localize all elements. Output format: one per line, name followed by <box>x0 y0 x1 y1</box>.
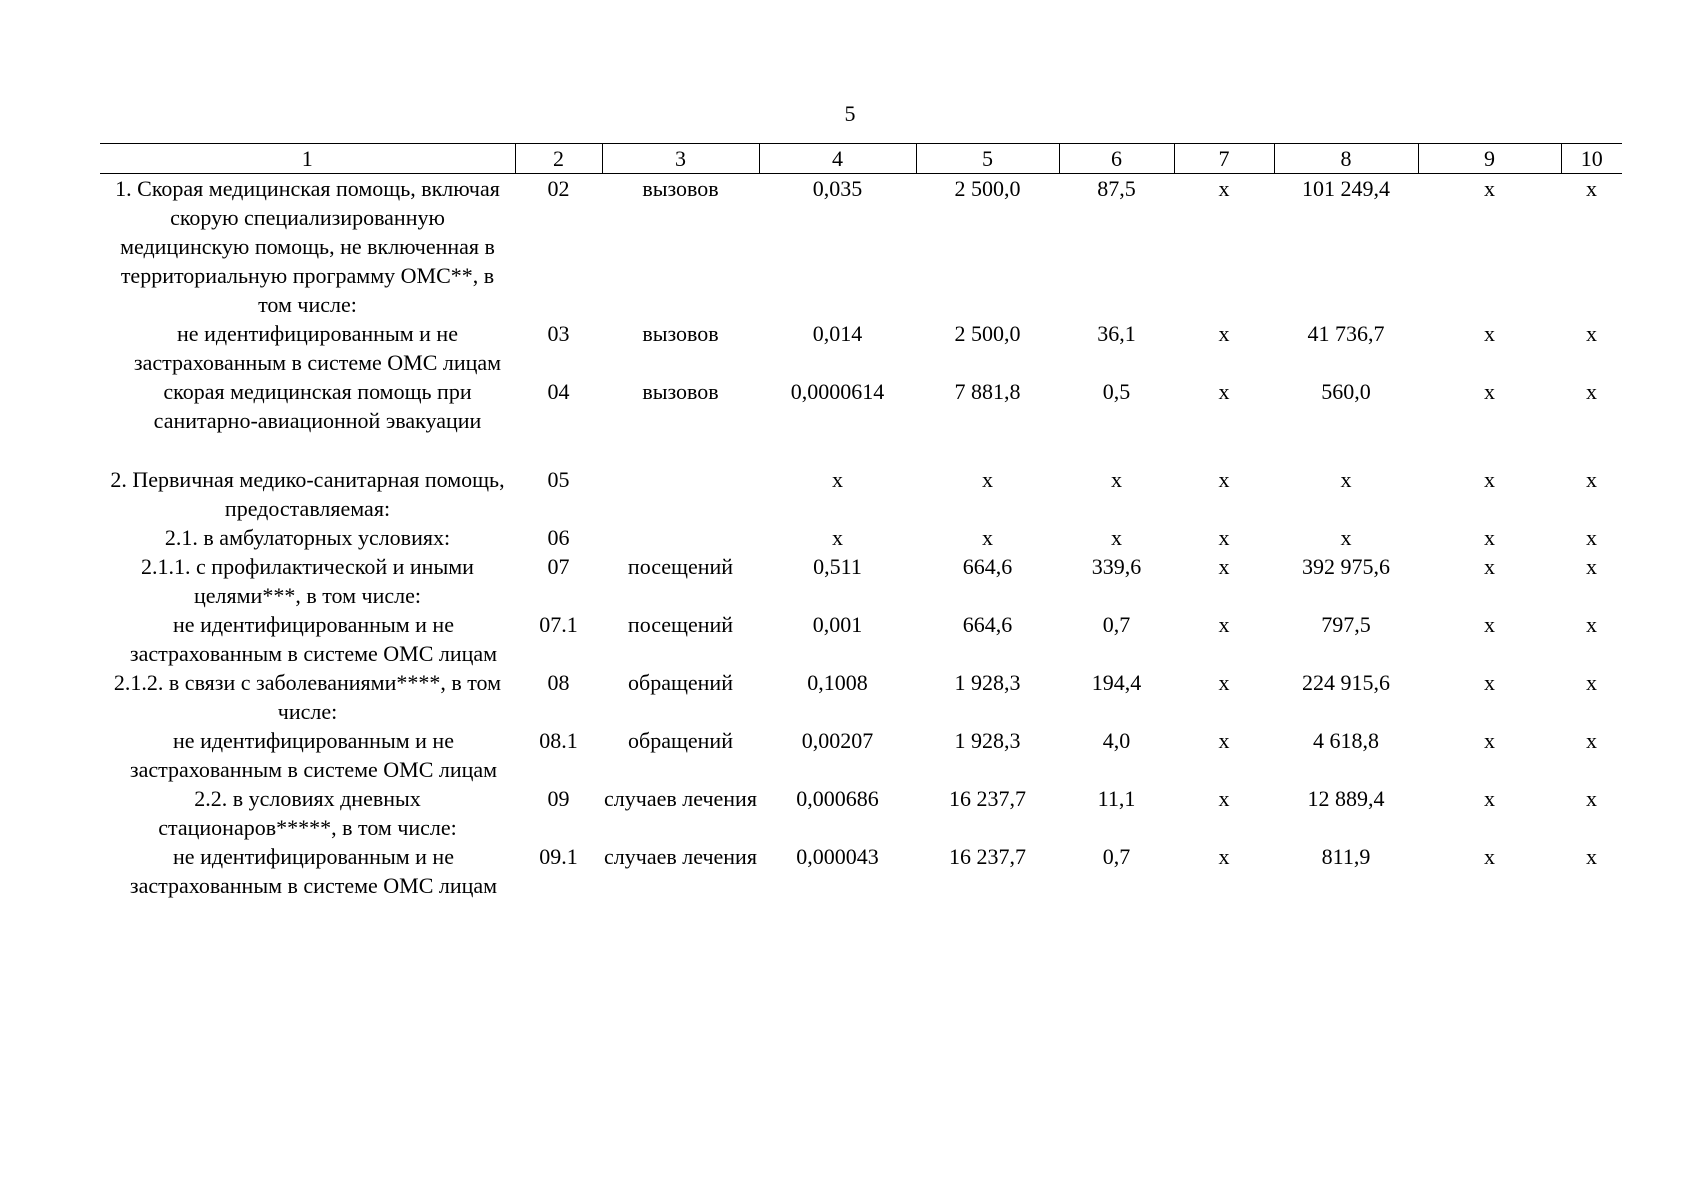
cell-c6: 36,1 <box>1097 321 1136 346</box>
cell-c10: х <box>1586 467 1597 492</box>
cell-c7: х <box>1218 612 1230 637</box>
cell-c4: х <box>832 525 843 550</box>
cell-c8: 811,9 <box>1321 844 1371 869</box>
cell-c5: 16 237,7 <box>949 844 1026 869</box>
row-name: не идентифицированным и не застрахованным в системе ОМС лицам <box>129 612 498 666</box>
cell-c8: х <box>1340 525 1352 550</box>
row-name: 2. Первичная медико-санитарная помощь, предоставляемая: <box>110 467 505 521</box>
cell-c9: х <box>1484 786 1495 811</box>
column-header: 7 <box>1174 144 1274 174</box>
row-code: 09.1 <box>539 844 578 869</box>
table-row <box>100 610 1622 668</box>
cell-c8: 224 915,6 <box>1302 670 1390 695</box>
cell-c10: х <box>1586 321 1597 346</box>
cell-c8: 392 975,6 <box>1302 554 1390 579</box>
table-row <box>100 726 1622 784</box>
row-name: скорая медицинская помощь при санитарно-авиационной эвакуации <box>153 379 482 433</box>
cell-c9: х <box>1484 844 1495 869</box>
cell-c4: 0,000686 <box>796 786 879 811</box>
cell-c9: х <box>1484 467 1495 492</box>
cell-c10: х <box>1586 612 1597 637</box>
cell-c7: х <box>1218 844 1230 869</box>
column-header: 6 <box>1059 144 1174 174</box>
row-unit: случаев лечения <box>604 786 757 811</box>
row-name: 2.2. в условиях дневных стационаров*****, в том числе: <box>158 786 457 840</box>
row-code: 07.1 <box>539 612 578 637</box>
row-code: 05 <box>547 467 570 492</box>
cell-c6: х <box>1111 467 1122 492</box>
cell-c4: 0,001 <box>812 612 863 637</box>
row-unit: посещений <box>627 554 734 579</box>
cell-c6: 0,5 <box>1102 379 1131 404</box>
column-header: 3 <box>602 144 759 174</box>
cell-c10: х <box>1586 176 1597 201</box>
table-row <box>100 842 1622 900</box>
cell-c6: 194,4 <box>1091 670 1142 695</box>
cell-c10: х <box>1586 844 1597 869</box>
cell-c9: х <box>1484 321 1495 346</box>
table-row <box>100 319 1622 377</box>
row-unit <box>602 465 759 523</box>
cell-c8: 4 618,8 <box>1313 728 1379 753</box>
cell-c10: х <box>1586 786 1597 811</box>
cell-c5: 664,6 <box>962 612 1013 637</box>
cell-c4: 0,1008 <box>807 670 868 695</box>
row-unit: обращений <box>628 728 733 753</box>
column-header: 5 <box>916 144 1059 174</box>
cell-c7: х <box>1218 728 1230 753</box>
cell-c8: 797,5 <box>1321 612 1371 637</box>
cell-c5: 1 928,3 <box>954 670 1021 695</box>
header-row <box>100 144 1622 174</box>
cell-c4: 0,000043 <box>796 844 879 869</box>
cell-c10: х <box>1586 554 1597 579</box>
row-name: 2.1.2. в связи с заболеваниями****, в том числе: <box>113 670 502 724</box>
cell-c10: х <box>1586 525 1597 550</box>
cell-c7: х <box>1218 525 1230 550</box>
row-unit: вызовов <box>642 379 719 404</box>
cell-c9: х <box>1484 379 1495 404</box>
cell-c7: х <box>1218 176 1230 201</box>
cell-c10: х <box>1586 728 1597 753</box>
cell-c8: 560,0 <box>1321 379 1371 404</box>
cell-c6: х <box>1111 525 1122 550</box>
row-unit: обращений <box>628 670 733 695</box>
table-row <box>100 523 1622 552</box>
cell-c4: 0,035 <box>812 176 863 201</box>
cell-c4: 0,511 <box>813 554 862 579</box>
cell-c9: х <box>1484 176 1495 201</box>
cell-c4: 0,014 <box>812 321 863 346</box>
cell-c4: х <box>832 467 843 492</box>
cell-c7: х <box>1218 467 1230 492</box>
row-unit <box>602 523 759 552</box>
cell-c7: х <box>1218 554 1230 579</box>
table-row <box>100 377 1622 435</box>
row-code: 08.1 <box>539 728 578 753</box>
row-code: 03 <box>547 321 570 346</box>
cell-c6: 4,0 <box>1102 728 1131 753</box>
cell-c10: х <box>1586 670 1597 695</box>
cell-c4: 0,0000614 <box>790 379 885 404</box>
row-code: 04 <box>547 379 570 404</box>
cell-c6: 0,7 <box>1102 844 1131 869</box>
cell-c8: 101 249,4 <box>1302 176 1390 201</box>
cell-c6: 0,7 <box>1102 612 1131 637</box>
row-code: 09 <box>547 786 570 811</box>
cell-c5: 16 237,7 <box>949 786 1026 811</box>
cell-c7: х <box>1218 786 1230 811</box>
column-header: 1 <box>100 144 515 174</box>
cell-c5: х <box>982 467 993 492</box>
row-unit: случаев лечения <box>604 844 757 869</box>
cell-c4: 0,00207 <box>801 728 874 753</box>
column-header: 9 <box>1418 144 1561 174</box>
row-code: 08 <box>547 670 570 695</box>
cell-c6: 339,6 <box>1091 554 1142 579</box>
cell-c7: х <box>1218 321 1230 346</box>
table-row <box>100 784 1622 842</box>
cell-c5: х <box>982 525 993 550</box>
row-name: 1. Скорая медицинская помощь, включая скорую специализированную медицинскую помощь, не включенная в территориальную программу ОМС**, в том числе: <box>115 176 500 317</box>
cell-c8: х <box>1340 467 1352 492</box>
data-table <box>100 143 1622 900</box>
column-header: 8 <box>1274 144 1418 174</box>
row-unit: посещений <box>627 612 734 637</box>
cell-c9: х <box>1484 670 1495 695</box>
cell-c7: х <box>1218 670 1230 695</box>
cell-c5: 2 500,0 <box>954 321 1021 346</box>
row-name: 2.1.1. с профилактической и иными целями***, в том числе: <box>141 554 474 608</box>
table-row <box>100 552 1622 610</box>
cell-c8: 12 889,4 <box>1307 786 1385 811</box>
row-name: 2.1. в амбулаторных условиях: <box>164 525 451 550</box>
cell-c6: 11,1 <box>1097 786 1136 811</box>
cell-c9: х <box>1484 612 1495 637</box>
cell-c5: 664,6 <box>962 554 1013 579</box>
cell-c10: х <box>1586 379 1597 404</box>
row-name: не идентифицированным и не застрахованным в системе ОМС лицам <box>133 321 502 375</box>
cell-c5: 2 500,0 <box>954 176 1021 201</box>
cell-c5: 1 928,3 <box>954 728 1021 753</box>
cell-c7: х <box>1218 379 1230 404</box>
spacer-cell <box>100 435 1622 465</box>
page-number: 5 <box>844 101 856 126</box>
row-name: не идентифицированным и не застрахованным в системе ОМС лицам <box>129 728 498 782</box>
table-row <box>100 174 1622 320</box>
cell-c9: х <box>1484 525 1495 550</box>
cell-c9: х <box>1484 554 1495 579</box>
column-header: 4 <box>759 144 916 174</box>
cell-c6: 87,5 <box>1097 176 1136 201</box>
cell-c8: 41 736,7 <box>1307 321 1385 346</box>
column-header: 2 <box>515 144 602 174</box>
row-unit: вызовов <box>642 176 719 201</box>
row-code: 02 <box>547 176 570 201</box>
row-unit: вызовов <box>642 321 719 346</box>
table-row <box>100 465 1622 523</box>
row-name: не идентифицированным и не застрахованным в системе ОМС лицам <box>129 844 498 898</box>
row-code: 06 <box>547 525 570 550</box>
table-row <box>100 668 1622 726</box>
cell-c9: х <box>1484 728 1495 753</box>
column-header: 10 <box>1561 144 1622 174</box>
row-code: 07 <box>547 554 570 579</box>
spacer-row <box>100 435 1622 465</box>
cell-c5: 7 881,8 <box>954 379 1021 404</box>
